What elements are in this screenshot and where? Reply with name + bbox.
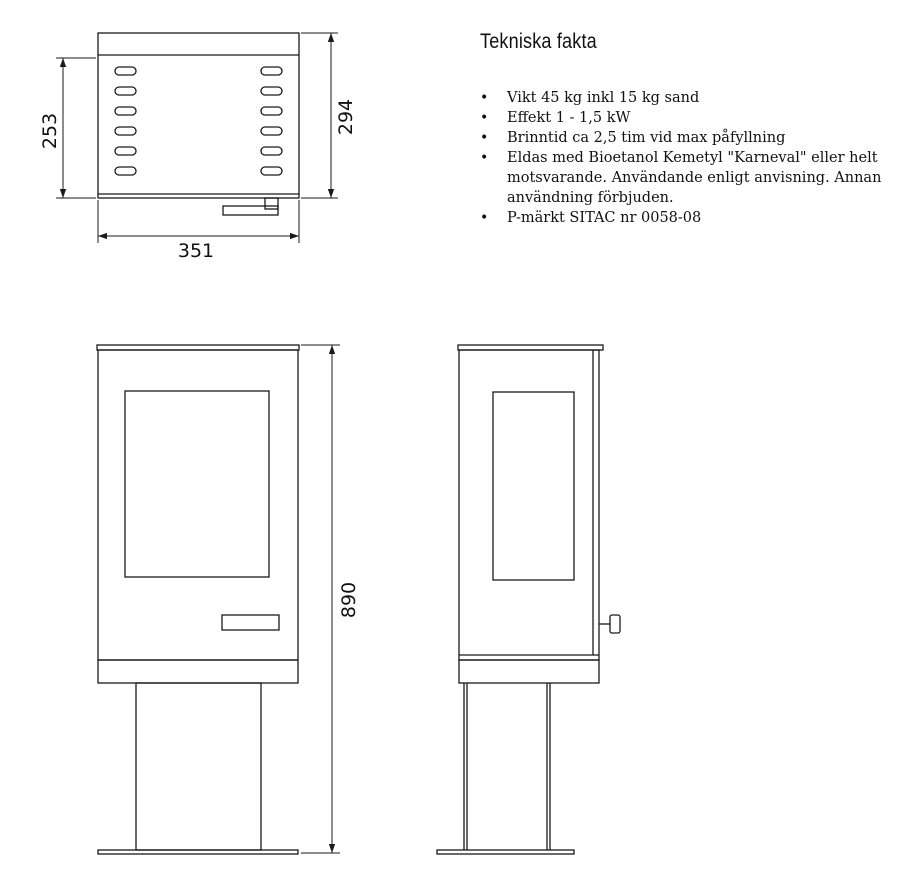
side-regulator-knob <box>610 615 620 633</box>
height-dimension <box>301 345 340 853</box>
front-body <box>98 350 298 660</box>
list-item <box>478 148 888 208</box>
vent-slot <box>261 87 282 95</box>
side-glass-window <box>493 392 574 580</box>
fact-text: Brinntid ca 2,5 tim vid max påfyllning <box>507 130 786 146</box>
fact-text: P-märkt SITAC nr 0058-08 <box>507 210 702 226</box>
vent-slot <box>115 147 136 155</box>
front-glass-window <box>125 391 269 577</box>
vent-slot <box>115 167 136 175</box>
front-foot-plate <box>98 850 298 854</box>
bullet-icon: • <box>480 150 489 166</box>
technical-facts-panel <box>478 30 888 228</box>
vent-slot <box>115 67 136 75</box>
bullet-icon: • <box>480 90 489 106</box>
vent-slot <box>115 87 136 95</box>
left-vent-slots <box>115 67 136 175</box>
fact-text: Vikt 45 kg inkl 15 kg sand <box>507 90 700 106</box>
bullet-icon: • <box>480 210 489 226</box>
side-view <box>437 345 620 854</box>
vent-slot <box>261 107 282 115</box>
facts-title: Tekniska fakta <box>480 30 597 53</box>
side-body <box>459 350 599 660</box>
side-top-plate <box>458 345 603 350</box>
front-view <box>97 345 299 854</box>
list-item <box>478 88 888 108</box>
vent-slot <box>261 167 282 175</box>
facts-list <box>478 88 888 228</box>
vent-slot <box>115 127 136 135</box>
vent-slot <box>261 147 282 155</box>
side-base-band <box>459 660 599 683</box>
front-control-slot <box>222 615 279 630</box>
front-top-plate <box>97 345 299 350</box>
bullet-icon: • <box>480 110 489 126</box>
front-base-band <box>98 660 298 683</box>
dimension-label-890: 890 <box>338 581 360 619</box>
side-foot-plate <box>437 850 574 854</box>
vent-slot <box>261 67 282 75</box>
vent-slot <box>115 107 136 115</box>
front-pedestal <box>136 683 261 850</box>
top-view <box>98 33 299 215</box>
fact-text: Eldas med Bioetanol Kemetyl "Karneval" eller helt motsvarande. Användande enligt anvisning. Annan användning förbjuden. <box>507 150 882 206</box>
dimension-label-294: 294 <box>335 98 357 136</box>
bullet-icon: • <box>480 130 489 146</box>
top-view-handle <box>223 198 278 215</box>
dimension-label-351: 351 <box>177 240 215 262</box>
fact-text: Effekt 1 - 1,5 kW <box>507 110 631 126</box>
list-item <box>478 208 888 228</box>
dimension-label-253: 253 <box>39 112 61 150</box>
list-item <box>478 108 888 128</box>
list-item <box>478 128 888 148</box>
right-vent-slots <box>261 67 282 175</box>
vent-slot <box>261 127 282 135</box>
